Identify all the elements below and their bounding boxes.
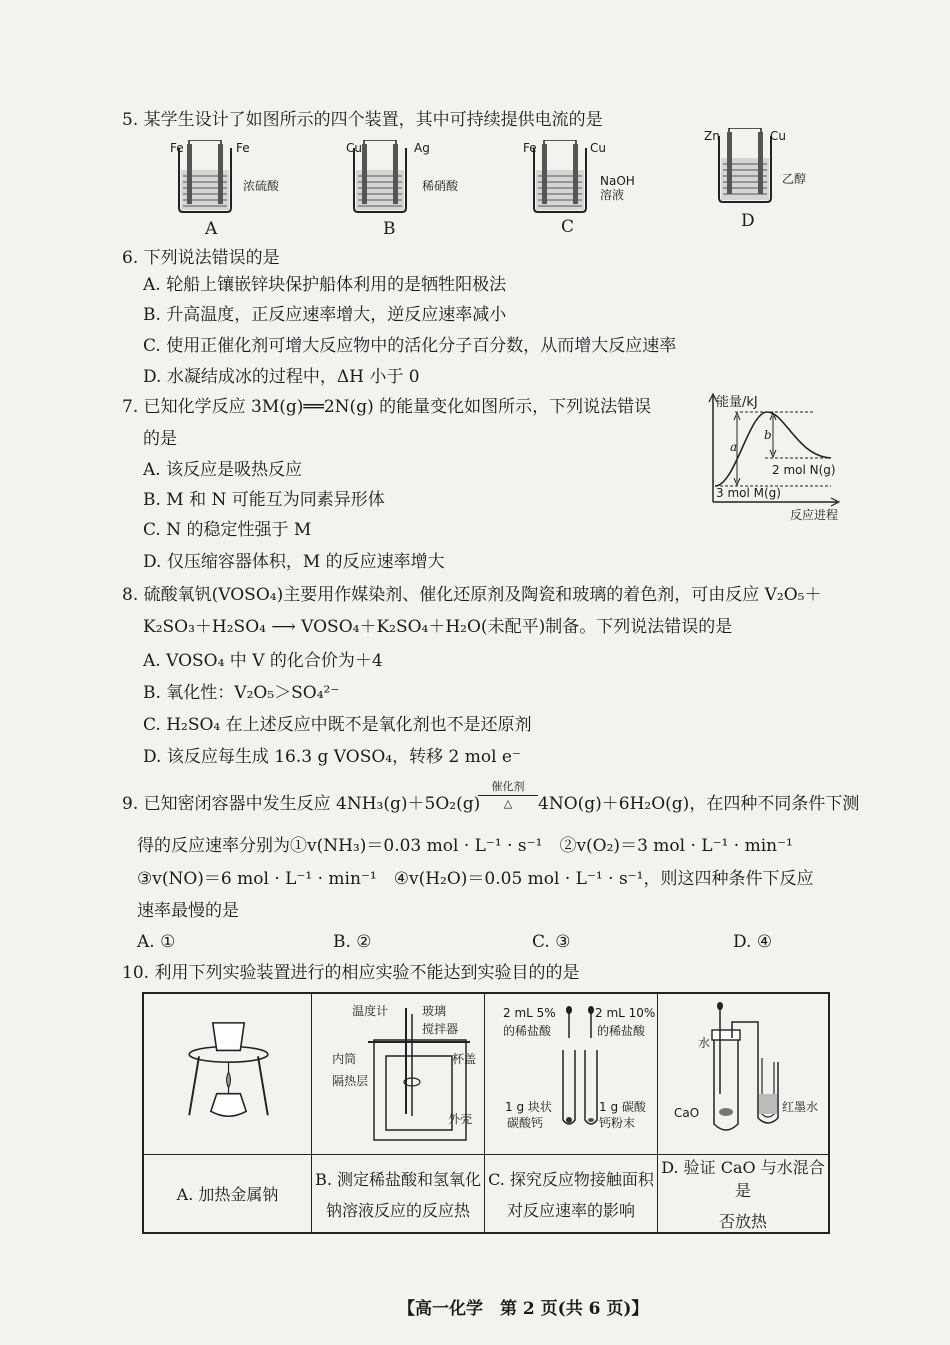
cell-a-caption-line1: A. 加热金属钠 bbox=[176, 1185, 279, 1204]
cell-d-caption-line1: D. 验证 CaO 与水混合是 bbox=[661, 1158, 825, 1200]
cell-c-solution: NaOH溶液 bbox=[600, 174, 635, 202]
q5-stem: 5. 某学生设计了如图所示的四个装置，其中可持续提供电流的是 bbox=[122, 110, 603, 130]
q6-stem: 6. 下列说法错误的是 bbox=[122, 248, 280, 268]
q6-option-b: B. 升高温度，正反应速率增大，逆反应速率减小 bbox=[143, 305, 507, 325]
energy-mark-b: b bbox=[764, 428, 772, 442]
tubes-solid-right-2: 钙粉末 bbox=[599, 1116, 636, 1130]
cell-a-right-electrode: Fe bbox=[236, 141, 250, 155]
q9-stem-line1-a: 9. 已知密闭容器中发生反应 4NH₃(g)＋5O₂(g) bbox=[122, 794, 481, 814]
q7-option-a: A. 该反应是吸热反应 bbox=[143, 460, 303, 480]
q7-stem-line2: 的是 bbox=[143, 429, 177, 449]
cell-b-solution: 稀硝酸 bbox=[422, 179, 459, 193]
cell-a-solution: 浓硫酸 bbox=[243, 179, 280, 193]
q8-option-c: C. H₂SO₄ 在上述反应中既不是氧化剂也不是还原剂 bbox=[143, 715, 532, 735]
q8-stem-line2: K₂SO₃＋H₂SO₄ ⟶ VOSO₄＋K₂SO₄＋H₂O(未配平)制备。下列说法错误的是 bbox=[143, 617, 733, 637]
calorimeter-shell-label: 外壳 bbox=[448, 1112, 473, 1126]
calorimeter-figure bbox=[312, 994, 482, 1154]
u-tube-diagram bbox=[658, 994, 828, 1154]
cell-a-figure bbox=[143, 993, 312, 1155]
cell-b-caption bbox=[312, 1155, 485, 1234]
tubes-solid-right-1: 1 g 碳酸 bbox=[599, 1100, 646, 1114]
q6-option-a: A. 轮船上镶嵌锌块保护船体利用的是牺牲阳极法 bbox=[143, 275, 507, 295]
q10-table bbox=[142, 992, 830, 1234]
cell-c-caption-line1: C. 探究反应物接触面积 bbox=[488, 1169, 654, 1189]
q7-option-b: B. M 和 N 可能互为同素异形体 bbox=[143, 490, 385, 510]
q9-stem-line3: ③v(NO)＝6 mol · L⁻¹ · min⁻¹ ④v(H₂O)＝0.05 mol · L⁻¹ · s⁻¹，则这四种条件下反应 bbox=[137, 869, 814, 889]
calorimeter-lid-label: 杯盖 bbox=[452, 1052, 477, 1066]
cell-b-left-electrode: Cu bbox=[346, 141, 362, 155]
cell-b-right-electrode: Ag bbox=[414, 141, 430, 155]
q7-stem-line1: 7. 已知化学反应 3M(g)══2N(g) 的能量变化如图所示，下列说法错误 bbox=[122, 397, 652, 417]
energy-x-label: 反应进程 bbox=[790, 508, 839, 522]
cell-c-right-electrode: Cu bbox=[590, 141, 606, 155]
energy-product-label: 2 mol N(g) bbox=[772, 463, 836, 477]
q9-heat: △ bbox=[503, 797, 513, 810]
cell-c-figure bbox=[485, 993, 658, 1155]
cell-c-letter: C bbox=[561, 217, 575, 237]
cell-b-caption-line1: B. 测定稀盐酸和氢氧化 bbox=[315, 1169, 481, 1189]
q10-stem: 10. 利用下列实验装置进行的相应实验不能达到实验目的的是 bbox=[122, 963, 580, 983]
q9-stem-line4: 速率最慢的是 bbox=[137, 901, 239, 921]
q7-option-d: D. 仅压缩容器体积，M 的反应速率增大 bbox=[143, 552, 445, 572]
q9-stem-line2: 得的反应速率分别为①v(NH₃)＝0.03 mol · L⁻¹ · s⁻¹ ②v(O₂)＝3 mol · L⁻¹ · min⁻¹ bbox=[137, 836, 793, 856]
cell-c-caption-line2: 对反应速率的影响 bbox=[507, 1200, 636, 1220]
energy-mark-a: a bbox=[730, 440, 738, 454]
u-tube-ink-label: 红墨水 bbox=[782, 1100, 819, 1114]
heating-sodium-diagram bbox=[144, 994, 311, 1154]
cell-d-caption bbox=[658, 1155, 830, 1234]
calorimeter-thermometer-label: 温度计 bbox=[352, 1004, 389, 1018]
cell-b-caption-line2: 钠溶液反应的反应热 bbox=[326, 1200, 471, 1220]
tubes-acid-left-1: 2 mL 5% bbox=[503, 1006, 556, 1020]
q9-condition-arrow bbox=[478, 778, 538, 810]
cell-b-letter: B bbox=[383, 219, 396, 239]
cell-a-left-electrode: Fe bbox=[170, 141, 184, 155]
q9-equals-line bbox=[478, 795, 538, 796]
q9-option-a: A. ① bbox=[137, 932, 176, 952]
q6-option-d: D. 水凝结成冰的过程中，ΔH 小于 0 bbox=[143, 367, 420, 387]
cell-d-left-electrode: Zn bbox=[704, 129, 720, 143]
test-tubes-figure bbox=[485, 994, 655, 1154]
cell-a-caption bbox=[143, 1155, 312, 1234]
tubes-acid-left-2: 的稀盐酸 bbox=[503, 1024, 552, 1038]
q9-catalyst: 催化剂 bbox=[491, 780, 525, 793]
q9-option-d: D. ④ bbox=[733, 932, 773, 952]
tubes-acid-right-1: 2 mL 10% bbox=[595, 1006, 656, 1020]
cell-d-caption-line2: 否放热 bbox=[718, 1212, 767, 1231]
q6-option-c: C. 使用正催化剂可增大反应物中的活化分子百分数，从而增大反应速率 bbox=[143, 336, 677, 356]
energy-reactant-label: 3 mol M(g) bbox=[716, 486, 781, 500]
cell-c-left-electrode: Fe bbox=[523, 141, 537, 155]
tubes-acid-right-2: 的稀盐酸 bbox=[597, 1024, 646, 1038]
cell-d-letter: D bbox=[741, 211, 755, 231]
cell-d-solution: 乙醇 bbox=[782, 172, 807, 186]
cell-b-figure bbox=[312, 993, 485, 1155]
q8-option-a: A. VOSO₄ 中 V 的化合价为＋4 bbox=[143, 651, 383, 671]
q9-option-b: B. ② bbox=[333, 932, 372, 952]
energy-y-label: 能量/kJ bbox=[716, 395, 758, 410]
cell-c-caption bbox=[485, 1155, 658, 1234]
tubes-solid-left-2: 碳酸钙 bbox=[507, 1116, 544, 1130]
page-footer: 【高一化学 第 2 页(共 6 页)】 bbox=[398, 1299, 649, 1319]
q8-option-d: D. 该反应每生成 16.3 g VOSO₄，转移 2 mol e⁻ bbox=[143, 747, 521, 767]
calorimeter-inner-label: 内筒 bbox=[332, 1052, 357, 1066]
calorimeter-stirrer-label-1: 玻璃 bbox=[422, 1004, 447, 1018]
u-tube-cao-label: CaO bbox=[674, 1106, 700, 1120]
cell-d-right-electrode: Cu bbox=[770, 129, 786, 143]
u-tube-figure bbox=[658, 994, 828, 1154]
u-tube-water-label: 水 bbox=[698, 1036, 711, 1050]
q8-stem-line1: 8. 硫酸氧钒(VOSO₄)主要用作媒染剂、催化还原剂及陶瓷和玻璃的着色剂，可由反应 V₂O₅＋ bbox=[122, 585, 822, 605]
calorimeter-stirrer-label-2: 搅拌器 bbox=[422, 1022, 459, 1036]
cell-d-figure bbox=[658, 993, 830, 1155]
calorimeter-insulation-label: 隔热层 bbox=[332, 1074, 369, 1088]
q9-stem-line1-b: 4NO(g)＋6H₂O(g)，在四种不同条件下测 bbox=[538, 794, 860, 814]
q8-option-b: B. 氧化性：V₂O₅＞SO₄²⁻ bbox=[143, 683, 340, 703]
tubes-solid-left-1: 1 g 块状 bbox=[505, 1100, 552, 1114]
q9-option-c: C. ③ bbox=[532, 932, 571, 952]
q7-option-c: C. N 的稳定性强于 M bbox=[143, 520, 312, 540]
cell-a-letter: A bbox=[205, 219, 218, 239]
